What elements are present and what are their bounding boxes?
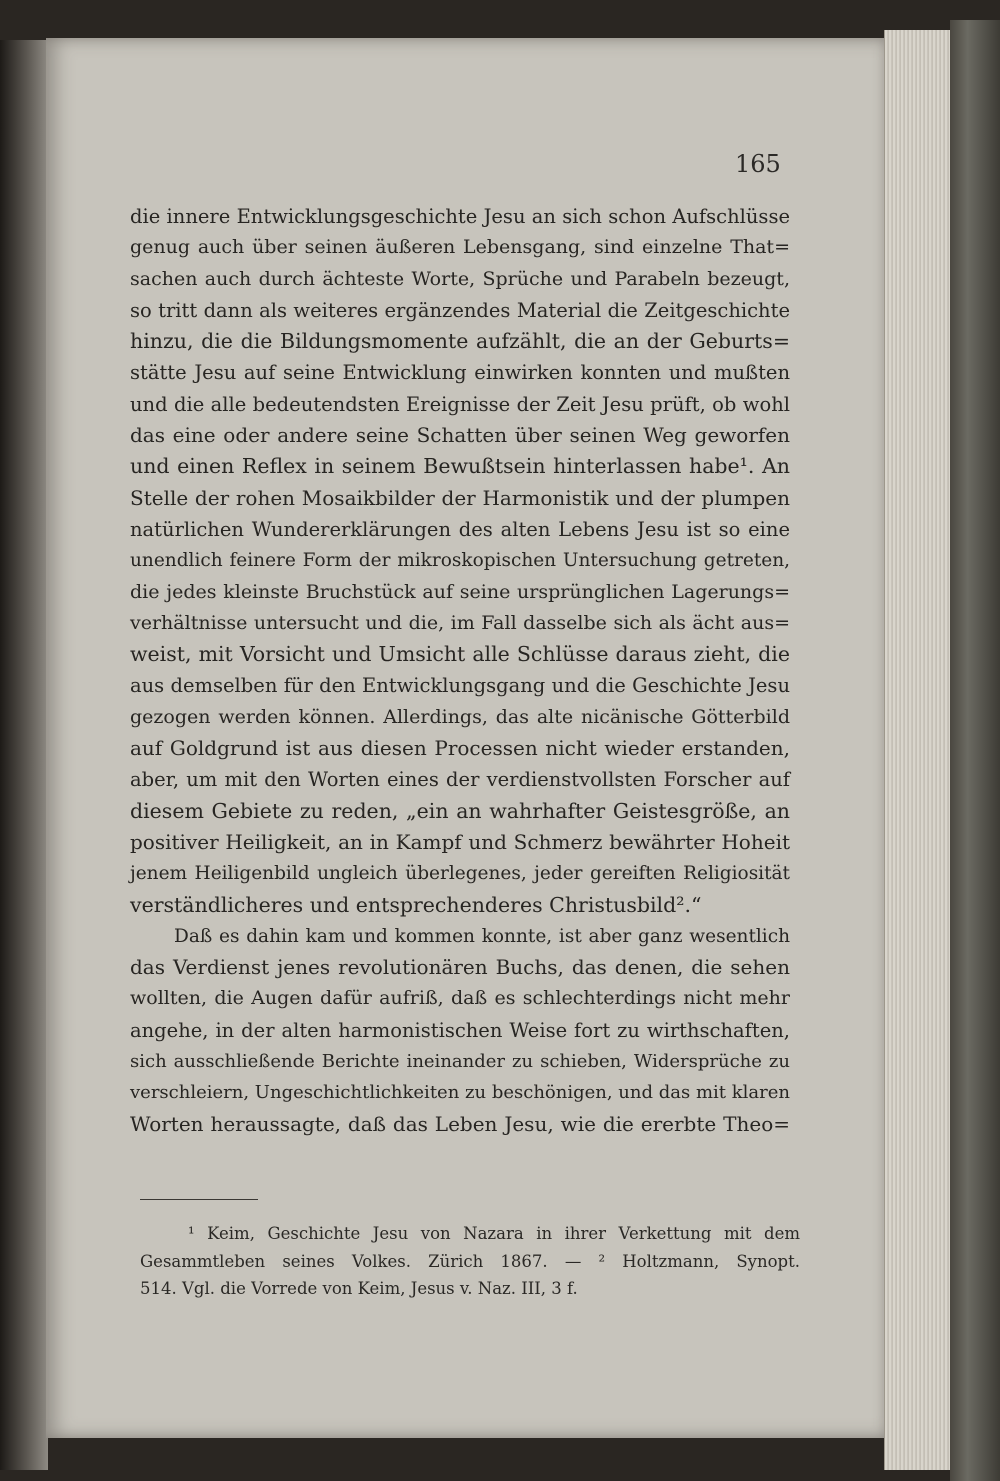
text-line: aus demselben für den Entwicklungsgang und die Geschichte Jesu [130,674,790,698]
text-line: auf Goldgrund ist aus diesen Processen nicht wieder erstanden, [130,736,790,761]
text-line: natürlichen Wundererklärungen des alten Lebens Jesu ist so eine [130,517,790,541]
page-number: 165 [735,150,781,178]
footnote-line: ¹ Keim, Geschichte Jesu von Nazara in ihrer Verkettung mit dem [188,1224,800,1243]
text-line: wollten, die Augen dafür aufriß, daß es schlechterdings nicht mehr [130,987,790,1010]
text-line: verhältnisse untersucht und die, im Fall dasselbe sich als ächt aus= [130,611,790,634]
book-cover-edge [950,20,1000,1481]
footnote-line: 514. Vgl. die Vorrede von Keim, Jesus v. Naz. III, 3 f. [140,1279,578,1298]
text-line: verschleiern, Ungeschichtlichkeiten zu beschönigen, und das mit klaren [130,1082,790,1104]
text-line: gezogen werden können. Allerdings, das alte nicänische Götterbild [130,705,790,728]
text-line: die innere Entwicklungsgeschichte Jesu an sich schon Aufschlüsse [130,205,790,228]
paragraph-2 [130,921,790,1140]
text-line: aber, um mit den Worten eines der verdienstvollsten Forscher auf [130,768,790,792]
text-line: hinzu, die die Bildungsmomente aufzählt, die an der Geburts= [130,329,790,354]
text-line: die jedes kleinste Bruchstück auf seine ursprünglichen Lagerungs= [130,580,790,603]
paragraph-1 [130,201,790,921]
text-line: angehe, in der alten harmonistischen Weise fort zu wirthschaften, [130,1018,790,1042]
text-line: jenem Heiligenbild ungleich überlegenes, jeder gereiften Religiosität [130,863,790,885]
text-line: Worten heraussagte, daß das Leben Jesu, wie die ererbte Theo= [130,1111,790,1136]
footnotes [140,1220,800,1303]
page-fore-edge [884,30,955,1470]
text-line: das Verdienst jenes revolutionären Buchs, das denen, die sehen [130,955,790,980]
text-line: genug auch über seinen äußeren Lebensgang, sind einzelne That= [130,236,790,259]
text-line: weist, mit Vorsicht und Umsicht alle Schlüsse daraus zieht, die [130,642,790,667]
text-line: stätte Jesu auf seine Entwicklung einwirken konnten und mußten [130,361,790,385]
body-text [130,201,790,1140]
footnote-divider [140,1199,258,1200]
text-line: unendlich feinere Form der mikroskopischen Untersuchung getreten, [130,550,790,572]
text-line: diesem Gebiete zu reden, „ein an wahrhafter Geistesgröße, an [130,798,790,823]
text-line: verständlicheres und entsprechenderes Christusbild².“ [130,892,702,917]
text-line: Stelle der rohen Mosaikbilder der Harmonistik und der plumpen [130,485,790,510]
text-line: und die alle bedeutendsten Ereignisse der Zeit Jesu prüft, ob wohl [130,392,790,416]
text-line: sachen auch durch ächteste Worte, Sprüche und Parabeln bezeugt, [130,267,790,290]
left-page-edge [0,40,48,1470]
text-line: das eine oder andere seine Schatten über seinen Weg geworfen [130,423,790,448]
text-line: so tritt dann als weiteres ergänzendes Material die Zeitgeschichte [130,298,790,322]
text-line: und einen Reflex in seinem Bewußtsein hinterlassen habe¹. An [130,454,790,479]
text-line: Daß es dahin kam und kommen konnte, ist aber ganz wesentlich [174,925,790,947]
text-line: sich ausschließende Berichte ineinander zu schieben, Widersprüche zu [130,1051,790,1073]
text-line: positiver Heiligkeit, an in Kampf und Schmerz bewährter Hoheit [130,829,790,854]
footnote-line: Gesammtleben seines Volkes. Zürich 1867. — ² Holtzmann, Synopt. [140,1251,800,1271]
